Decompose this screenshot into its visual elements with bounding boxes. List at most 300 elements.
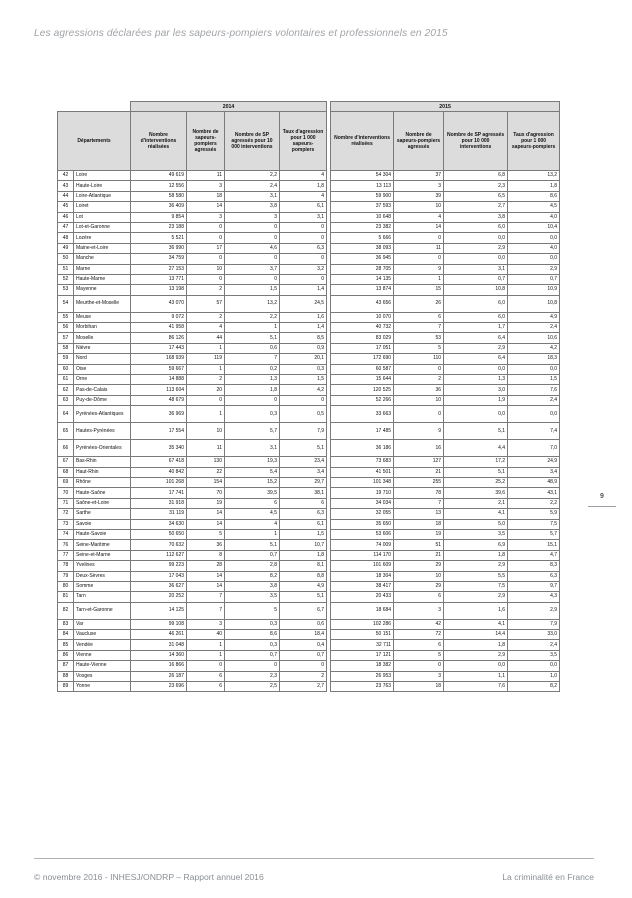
sp-agresses-2014-cell: 6 <box>187 682 225 692</box>
taux-2015-cell: 3,4 <box>508 467 560 477</box>
dept-name-cell: Nièvre <box>74 343 131 353</box>
sp-10000-2014-cell: 4 <box>225 519 280 529</box>
sp-agresses-2014-cell: 7 <box>187 592 225 602</box>
sp-10000-2015-cell: 7,6 <box>444 682 508 692</box>
dept-name-cell: Sarthe <box>74 509 131 519</box>
taux-2014-cell: 0 <box>280 233 327 243</box>
sp-10000-2015-cell: 5,1 <box>444 467 508 477</box>
interventions-2014-cell: 23 188 <box>131 222 187 232</box>
taux-2014-cell: 0,3 <box>280 364 327 374</box>
table-row <box>58 406 560 423</box>
sp-agresses-2014-cell: 14 <box>187 202 225 212</box>
sp-agresses-2015-cell: 9 <box>394 423 444 440</box>
taux-2015-cell: 10,9 <box>508 285 560 295</box>
interventions-2015-cell: 52 266 <box>331 395 394 405</box>
sp-10000-2015-cell: 4,4 <box>444 440 508 457</box>
dept-number-cell: 57 <box>58 333 74 343</box>
sp-agresses-2014-cell: 19 <box>187 498 225 508</box>
taux-2014-cell: 8,8 <box>280 571 327 581</box>
table-row <box>58 243 560 253</box>
sp-10000-2015-cell: 6,0 <box>444 312 508 322</box>
sp-agresses-2015-cell: 42 <box>394 619 444 629</box>
interventions-2014-cell: 17 554 <box>131 423 187 440</box>
taux-2014-cell: 1,5 <box>280 375 327 385</box>
col-header-sp-agresses-2014: Nombre de sapeurs-pompiers agressés <box>187 112 225 171</box>
sp-10000-2014-cell: 3,1 <box>225 440 280 457</box>
taux-2014-cell: 20,1 <box>280 354 327 364</box>
taux-2015-cell: 5,9 <box>508 509 560 519</box>
interventions-2015-cell: 74 009 <box>331 540 394 550</box>
interventions-2015-cell: 32 055 <box>331 509 394 519</box>
sp-10000-2014-cell: 5,4 <box>225 467 280 477</box>
dept-number-cell: 67 <box>58 457 74 467</box>
dept-number-cell: 86 <box>58 650 74 660</box>
table-row <box>58 222 560 232</box>
interventions-2015-cell: 60 587 <box>331 364 394 374</box>
table-row <box>58 602 560 619</box>
sp-10000-2014-cell: 1,3 <box>225 375 280 385</box>
taux-2015-cell: 1,5 <box>508 375 560 385</box>
sp-10000-2015-cell: 2,9 <box>444 343 508 353</box>
taux-2015-cell: 8,2 <box>508 682 560 692</box>
taux-2015-cell: 7,6 <box>508 385 560 395</box>
interventions-2014-cell: 35 340 <box>131 440 187 457</box>
col-header-taux-2014: Taux d'agression pour 1 000 sapeurs-pompiers <box>280 112 327 171</box>
interventions-2015-cell: 53 606 <box>331 529 394 539</box>
dept-name-cell: Hautes-Pyrénées <box>74 423 131 440</box>
sp-agresses-2014-cell: 6 <box>187 671 225 681</box>
taux-2014-cell: 3,4 <box>280 467 327 477</box>
table-row <box>58 619 560 629</box>
taux-2014-cell: 29,7 <box>280 477 327 487</box>
sp-agresses-2014-cell: 1 <box>187 406 225 423</box>
interventions-2015-cell: 23 382 <box>331 222 394 232</box>
dept-number-cell: 72 <box>58 509 74 519</box>
taux-2015-cell: 0,0 <box>508 364 560 374</box>
dept-number-cell: 56 <box>58 323 74 333</box>
taux-2014-cell: 5,1 <box>280 592 327 602</box>
interventions-2014-cell: 34 759 <box>131 254 187 264</box>
dept-name-cell: Haute-Marne <box>74 274 131 284</box>
sp-10000-2015-cell: 3,1 <box>444 264 508 274</box>
table-row <box>58 181 560 191</box>
col-header-sp-agresses-2015: Nombre de sapeurs-pompiers agressés <box>394 112 444 171</box>
sp-agresses-2015-cell: 53 <box>394 333 444 343</box>
taux-2014-cell: 1,5 <box>280 529 327 539</box>
sp-10000-2015-cell: 2,9 <box>444 650 508 660</box>
dept-name-cell: Haute-Loire <box>74 181 131 191</box>
dept-name-cell: Morbihan <box>74 323 131 333</box>
dept-number-cell: 51 <box>58 264 74 274</box>
interventions-2014-cell: 58 580 <box>131 191 187 201</box>
sp-agresses-2014-cell: 20 <box>187 385 225 395</box>
interventions-2014-cell: 20 252 <box>131 592 187 602</box>
dept-number-cell: 55 <box>58 312 74 322</box>
interventions-2015-cell: 83 029 <box>331 333 394 343</box>
dept-name-cell: Pas-de-Calais <box>74 385 131 395</box>
col-header-interventions-2014: Nombre d'interventions réalisées <box>131 112 187 171</box>
sp-agresses-2015-cell: 7 <box>394 498 444 508</box>
table-row <box>58 571 560 581</box>
interventions-2015-cell: 73 683 <box>331 457 394 467</box>
taux-2014-cell: 4,2 <box>280 385 327 395</box>
dept-number-cell: 79 <box>58 571 74 581</box>
side-divider <box>588 506 616 507</box>
taux-2015-cell: 15,1 <box>508 540 560 550</box>
taux-2015-cell: 4,2 <box>508 343 560 353</box>
sp-agresses-2015-cell: 3 <box>394 602 444 619</box>
sp-10000-2015-cell: 2,1 <box>444 498 508 508</box>
table-row <box>58 333 560 343</box>
sp-agresses-2015-cell: 7 <box>394 323 444 333</box>
sp-10000-2014-cell: 2,8 <box>225 561 280 571</box>
table-row <box>58 191 560 201</box>
interventions-2014-cell: 34 630 <box>131 519 187 529</box>
sp-10000-2014-cell: 3,8 <box>225 581 280 591</box>
interventions-2014-cell: 16 866 <box>131 661 187 671</box>
sp-10000-2014-cell: 3,1 <box>225 191 280 201</box>
header-spacer <box>58 102 131 112</box>
dept-number-cell: 82 <box>58 602 74 619</box>
taux-2015-cell: 0,7 <box>508 274 560 284</box>
dept-number-cell: 46 <box>58 212 74 222</box>
table-row <box>58 509 560 519</box>
interventions-2015-cell: 18 382 <box>331 661 394 671</box>
taux-2014-cell: 38,1 <box>280 488 327 498</box>
dept-number-cell: 65 <box>58 423 74 440</box>
sp-10000-2015-cell: 2,9 <box>444 561 508 571</box>
dept-number-cell: 83 <box>58 619 74 629</box>
table-row <box>58 385 560 395</box>
taux-2014-cell: 6,3 <box>280 509 327 519</box>
sp-10000-2015-cell: 6,9 <box>444 540 508 550</box>
col-header-taux-2015: Taux d'agression pour 1 000 sapeurs-pompiers <box>508 112 560 171</box>
sp-10000-2015-cell: 25,2 <box>444 477 508 487</box>
dept-name-cell: Meurthe-et-Moselle <box>74 295 131 312</box>
sp-agresses-2014-cell: 7 <box>187 602 225 619</box>
dept-name-cell: Seine-et-Marne <box>74 550 131 560</box>
sp-agresses-2014-cell: 0 <box>187 254 225 264</box>
footer-copyright: © novembre 2016 - INHESJ/ONDRP – Rapport annuel 2016 <box>34 872 264 882</box>
table-row <box>58 671 560 681</box>
interventions-2015-cell: 28 705 <box>331 264 394 274</box>
sp-agresses-2014-cell: 2 <box>187 285 225 295</box>
sp-agresses-2015-cell: 18 <box>394 682 444 692</box>
taux-2014-cell: 10,7 <box>280 540 327 550</box>
year-header-row <box>58 102 560 112</box>
sp-10000-2014-cell: 7 <box>225 354 280 364</box>
sp-agresses-2015-cell: 39 <box>394 191 444 201</box>
table-row <box>58 561 560 571</box>
sp-agresses-2015-cell: 18 <box>394 519 444 529</box>
sp-agresses-2015-cell: 14 <box>394 222 444 232</box>
dept-name-cell: Somme <box>74 581 131 591</box>
sp-agresses-2015-cell: 10 <box>394 202 444 212</box>
sp-agresses-2014-cell: 0 <box>187 233 225 243</box>
taux-2015-cell: 10,6 <box>508 333 560 343</box>
interventions-2015-cell: 13 874 <box>331 285 394 295</box>
interventions-2015-cell: 41 501 <box>331 467 394 477</box>
dept-name-cell: Tarn <box>74 592 131 602</box>
sp-10000-2015-cell: 1,6 <box>444 602 508 619</box>
taux-2014-cell: 4 <box>280 191 327 201</box>
sp-agresses-2015-cell: 26 <box>394 295 444 312</box>
interventions-2015-cell: 38 417 <box>331 581 394 591</box>
sp-10000-2014-cell: 0,7 <box>225 550 280 560</box>
interventions-2015-cell: 17 051 <box>331 343 394 353</box>
taux-2014-cell: 6,7 <box>280 602 327 619</box>
dept-name-cell: Haute-Saône <box>74 488 131 498</box>
taux-2015-cell: 2,4 <box>508 323 560 333</box>
sp-10000-2014-cell: 0,7 <box>225 650 280 660</box>
taux-2014-cell: 1,8 <box>280 550 327 560</box>
taux-2014-cell: 18,4 <box>280 630 327 640</box>
dept-number-cell: 50 <box>58 254 74 264</box>
interventions-2015-cell: 43 656 <box>331 295 394 312</box>
taux-2015-cell: 9,7 <box>508 581 560 591</box>
sp-agresses-2015-cell: 36 <box>394 385 444 395</box>
taux-2014-cell: 1,4 <box>280 323 327 333</box>
interventions-2014-cell: 70 632 <box>131 540 187 550</box>
sp-10000-2015-cell: 6,5 <box>444 191 508 201</box>
interventions-2015-cell: 15 644 <box>331 375 394 385</box>
sp-agresses-2015-cell: 4 <box>394 212 444 222</box>
table-row <box>58 550 560 560</box>
sp-agresses-2014-cell: 3 <box>187 212 225 222</box>
sp-agresses-2015-cell: 10 <box>394 571 444 581</box>
dept-name-cell: Vienne <box>74 650 131 660</box>
sp-agresses-2015-cell: 29 <box>394 581 444 591</box>
interventions-2014-cell: 99 223 <box>131 561 187 571</box>
table-row <box>58 312 560 322</box>
table-row <box>58 640 560 650</box>
sp-agresses-2014-cell: 18 <box>187 191 225 201</box>
sp-agresses-2014-cell: 130 <box>187 457 225 467</box>
taux-2015-cell: 18,3 <box>508 354 560 364</box>
interventions-2014-cell: 17 741 <box>131 488 187 498</box>
sp-10000-2015-cell: 2,9 <box>444 592 508 602</box>
taux-2014-cell: 1,8 <box>280 181 327 191</box>
taux-2014-cell: 0,6 <box>280 619 327 629</box>
sp-10000-2014-cell: 3 <box>225 212 280 222</box>
interventions-2014-cell: 43 070 <box>131 295 187 312</box>
dept-name-cell: Loiret <box>74 202 131 212</box>
dept-number-cell: 53 <box>58 285 74 295</box>
taux-2015-cell: 0,0 <box>508 233 560 243</box>
interventions-2014-cell: 168 939 <box>131 354 187 364</box>
interventions-2015-cell: 36 945 <box>331 254 394 264</box>
dept-number-cell: 68 <box>58 467 74 477</box>
dept-number-cell: 42 <box>58 171 74 181</box>
dept-name-cell: Oise <box>74 364 131 374</box>
sp-10000-2015-cell: 5,0 <box>444 519 508 529</box>
footer-divider <box>34 858 594 859</box>
sp-10000-2015-cell: 0,0 <box>444 406 508 423</box>
taux-2015-cell: 1,8 <box>508 181 560 191</box>
col-header-interventions-2015: Nombre d'interventions réalisées <box>331 112 394 171</box>
sp-agresses-2014-cell: 44 <box>187 333 225 343</box>
dept-number-cell: 47 <box>58 222 74 232</box>
interventions-2014-cell: 17 443 <box>131 343 187 353</box>
dept-name-cell: Mayenne <box>74 285 131 295</box>
taux-2014-cell: 1,4 <box>280 285 327 295</box>
sp-agresses-2014-cell: 28 <box>187 561 225 571</box>
sp-agresses-2015-cell: 2 <box>394 375 444 385</box>
sp-agresses-2014-cell: 8 <box>187 550 225 560</box>
sp-10000-2015-cell: 1,7 <box>444 323 508 333</box>
interventions-2014-cell: 23 696 <box>131 682 187 692</box>
sp-10000-2014-cell: 13,2 <box>225 295 280 312</box>
taux-2015-cell: 10,4 <box>508 222 560 232</box>
sp-10000-2015-cell: 0,7 <box>444 274 508 284</box>
table-row <box>58 440 560 457</box>
sp-agresses-2015-cell: 15 <box>394 285 444 295</box>
sp-10000-2014-cell: 5,7 <box>225 423 280 440</box>
interventions-2015-cell: 23 763 <box>331 682 394 692</box>
sp-10000-2014-cell: 2,5 <box>225 682 280 692</box>
taux-2015-cell: 7,0 <box>508 440 560 457</box>
sp-agresses-2015-cell: 0 <box>394 406 444 423</box>
sp-10000-2014-cell: 5,1 <box>225 333 280 343</box>
dept-number-cell: 73 <box>58 519 74 529</box>
sp-agresses-2014-cell: 14 <box>187 581 225 591</box>
taux-2015-cell: 1,0 <box>508 671 560 681</box>
sp-10000-2015-cell: 14,4 <box>444 630 508 640</box>
sp-10000-2014-cell: 0 <box>225 395 280 405</box>
sp-10000-2015-cell: 6,0 <box>444 295 508 312</box>
sp-10000-2015-cell: 0,0 <box>444 364 508 374</box>
sp-agresses-2014-cell: 17 <box>187 243 225 253</box>
interventions-2015-cell: 101 348 <box>331 477 394 487</box>
dept-name-cell: Meuse <box>74 312 131 322</box>
dept-name-cell: Tarn-et-Garonne <box>74 602 131 619</box>
sp-10000-2015-cell: 1,3 <box>444 375 508 385</box>
sp-agresses-2014-cell: 5 <box>187 529 225 539</box>
sp-agresses-2015-cell: 10 <box>394 395 444 405</box>
table-row <box>58 592 560 602</box>
taux-2014-cell: 0 <box>280 395 327 405</box>
interventions-2015-cell: 13 113 <box>331 181 394 191</box>
taux-2014-cell: 1,6 <box>280 312 327 322</box>
sp-agresses-2014-cell: 14 <box>187 519 225 529</box>
sp-10000-2014-cell: 0,2 <box>225 364 280 374</box>
sp-10000-2015-cell: 0,0 <box>444 233 508 243</box>
sp-10000-2015-cell: 5,5 <box>444 571 508 581</box>
taux-2014-cell: 24,5 <box>280 295 327 312</box>
sp-agresses-2015-cell: 110 <box>394 354 444 364</box>
sp-agresses-2015-cell: 0 <box>394 233 444 243</box>
dept-number-cell: 71 <box>58 498 74 508</box>
table-row <box>58 233 560 243</box>
dept-name-cell: Rhône <box>74 477 131 487</box>
interventions-2014-cell: 13 198 <box>131 285 187 295</box>
sp-10000-2015-cell: 10,8 <box>444 285 508 295</box>
dept-name-cell: Maine-et-Loire <box>74 243 131 253</box>
sp-agresses-2015-cell: 78 <box>394 488 444 498</box>
interventions-2015-cell: 14 135 <box>331 274 394 284</box>
sp-agresses-2014-cell: 70 <box>187 488 225 498</box>
dept-name-cell: Bas-Rhin <box>74 457 131 467</box>
column-header-row <box>58 112 560 171</box>
table-row <box>58 650 560 660</box>
interventions-2015-cell: 35 650 <box>331 519 394 529</box>
sp-10000-2014-cell: 1 <box>225 323 280 333</box>
sp-10000-2014-cell: 2,2 <box>225 171 280 181</box>
interventions-2014-cell: 59 667 <box>131 364 187 374</box>
sp-10000-2015-cell: 1,8 <box>444 640 508 650</box>
sp-10000-2015-cell: 6,8 <box>444 171 508 181</box>
table-row <box>58 323 560 333</box>
dept-number-cell: 58 <box>58 343 74 353</box>
taux-2015-cell: 4,7 <box>508 550 560 560</box>
sp-agresses-2015-cell: 72 <box>394 630 444 640</box>
taux-2015-cell: 8,3 <box>508 561 560 571</box>
sp-10000-2014-cell: 3,7 <box>225 264 280 274</box>
sp-10000-2014-cell: 3,8 <box>225 202 280 212</box>
interventions-2014-cell: 41 958 <box>131 323 187 333</box>
sp-agresses-2015-cell: 255 <box>394 477 444 487</box>
taux-2014-cell: 3,2 <box>280 264 327 274</box>
taux-2015-cell: 4,5 <box>508 202 560 212</box>
sp-agresses-2015-cell: 0 <box>394 661 444 671</box>
taux-2014-cell: 2 <box>280 671 327 681</box>
year-2014-header: 2014 <box>131 102 327 112</box>
taux-2015-cell: 4,0 <box>508 212 560 222</box>
taux-2015-cell: 0,0 <box>508 254 560 264</box>
taux-2014-cell: 4 <box>280 171 327 181</box>
table-row <box>58 375 560 385</box>
sp-10000-2015-cell: 6,4 <box>444 333 508 343</box>
sp-10000-2015-cell: 0,0 <box>444 661 508 671</box>
taux-2014-cell: 8,5 <box>280 333 327 343</box>
dept-number-cell: 63 <box>58 395 74 405</box>
dept-name-cell: Manche <box>74 254 131 264</box>
interventions-2014-cell: 101 268 <box>131 477 187 487</box>
dept-number-cell: 77 <box>58 550 74 560</box>
sp-10000-2014-cell: 1,5 <box>225 285 280 295</box>
sp-agresses-2015-cell: 19 <box>394 529 444 539</box>
sp-10000-2015-cell: 17,2 <box>444 457 508 467</box>
dept-name-cell: Loire-Atlantique <box>74 191 131 201</box>
taux-2015-cell: 7,5 <box>508 519 560 529</box>
sp-agresses-2015-cell: 5 <box>394 650 444 660</box>
interventions-2014-cell: 5 521 <box>131 233 187 243</box>
sp-agresses-2014-cell: 36 <box>187 540 225 550</box>
interventions-2015-cell: 102 286 <box>331 619 394 629</box>
sp-agresses-2015-cell: 16 <box>394 440 444 457</box>
dept-number-cell: 87 <box>58 661 74 671</box>
taux-2014-cell: 0 <box>280 222 327 232</box>
dept-name-cell: Vaucluse <box>74 630 131 640</box>
table-row <box>58 457 560 467</box>
interventions-2014-cell: 9 854 <box>131 212 187 222</box>
table-row <box>58 477 560 487</box>
dept-name-cell: Saône-et-Loire <box>74 498 131 508</box>
sp-agresses-2014-cell: 1 <box>187 343 225 353</box>
interventions-2014-cell: 12 556 <box>131 181 187 191</box>
table-row <box>58 682 560 692</box>
col-header-sp-10000-2015: Nombre de SP agressés pour 10 000 interventions <box>444 112 508 171</box>
table-body <box>58 171 560 692</box>
interventions-2014-cell: 14 125 <box>131 602 187 619</box>
interventions-2014-cell: 14 888 <box>131 375 187 385</box>
sp-agresses-2015-cell: 6 <box>394 312 444 322</box>
interventions-2015-cell: 10 648 <box>331 212 394 222</box>
interventions-2015-cell: 32 711 <box>331 640 394 650</box>
interventions-2014-cell: 86 126 <box>131 333 187 343</box>
sp-10000-2015-cell: 2,9 <box>444 243 508 253</box>
taux-2015-cell: 6,3 <box>508 571 560 581</box>
